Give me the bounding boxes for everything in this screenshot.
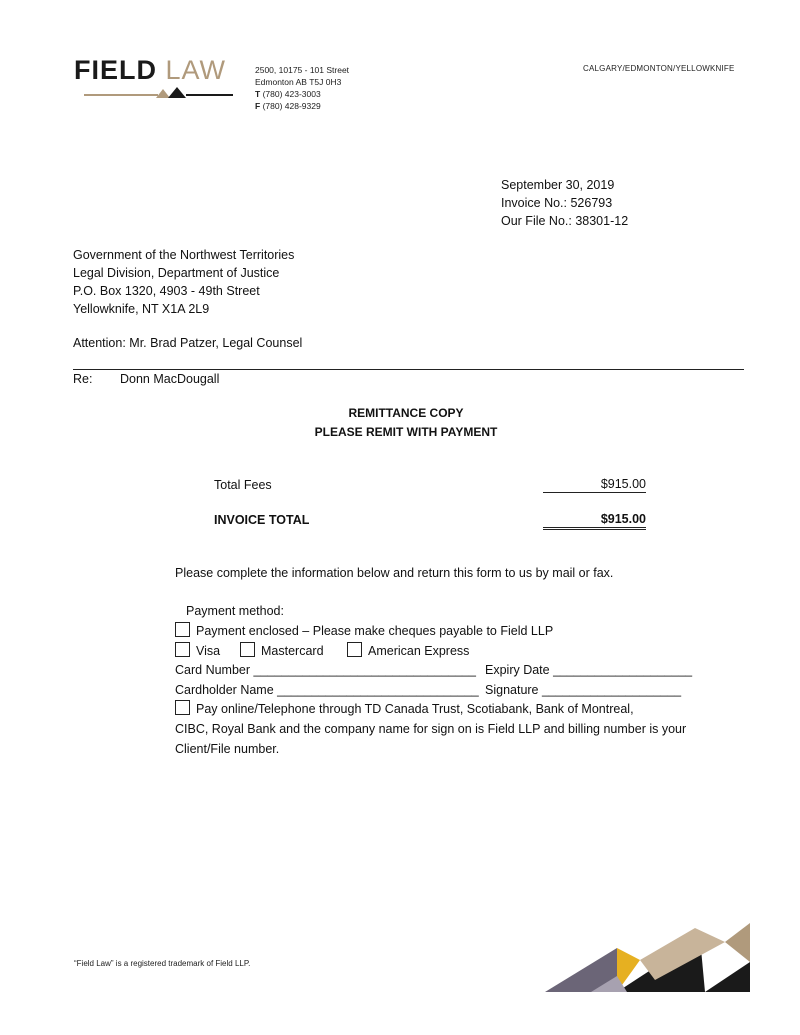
logo-field-text: FIELD xyxy=(74,55,157,85)
amex-checkbox[interactable] xyxy=(347,642,362,657)
visa-checkbox[interactable] xyxy=(175,642,190,657)
fax-number: (780) 428-9329 xyxy=(262,101,321,111)
card-number-field[interactable]: Card Number ________________________________ xyxy=(175,663,476,677)
visa-label: Visa xyxy=(196,644,221,658)
phone-prefix: T xyxy=(255,89,261,99)
logo-gold-rule xyxy=(84,94,158,96)
re-label: Re: xyxy=(73,372,93,386)
logo-mountain-icon xyxy=(156,86,186,104)
mastercard-checkbox[interactable] xyxy=(240,642,255,657)
cardholder-name-field[interactable]: Cardholder Name _____________________________ xyxy=(175,683,479,697)
fax-line xyxy=(255,100,349,112)
fax-prefix: F xyxy=(255,101,261,111)
phone-line xyxy=(255,88,349,100)
remittance-subtitle: PLEASE REMIT WITH PAYMENT xyxy=(314,425,498,439)
office-locations: CALGARY/EDMONTON/YELLOWKNIFE xyxy=(583,64,735,73)
file-number: Our File No.: 38301-12 xyxy=(501,214,629,228)
pay-online-option xyxy=(175,700,634,718)
mastercard-label: Mastercard xyxy=(261,644,324,658)
logo-law-text: LAW xyxy=(165,55,227,85)
payment-enclosed-option xyxy=(175,622,553,640)
pay-online-line-2: CIBC, Royal Bank and the company name for sign on is Field LLP and billing number is your xyxy=(175,722,687,736)
address-line-1: 2500, 10175 - 101 Street xyxy=(255,65,350,75)
decorative-triangles xyxy=(545,920,750,997)
invoice-total-value: $915.00 xyxy=(543,512,646,530)
invoice-number: Invoice No.: 526793 xyxy=(501,196,613,210)
address-line-2: Edmonton AB T5J 0H3 xyxy=(255,77,342,87)
recipient-line-2: Legal Division, Department of Justice xyxy=(73,266,280,280)
amex-label: American Express xyxy=(368,644,470,658)
total-fees-value: $915.00 xyxy=(543,477,646,493)
amex-option xyxy=(347,642,469,660)
re-value: Donn MacDougall xyxy=(120,372,220,386)
pay-online-checkbox[interactable] xyxy=(175,700,190,715)
phone-number: (780) 423-3003 xyxy=(262,89,321,99)
trademark-note: “Field Law” is a registered trademark of Field LLP. xyxy=(74,959,251,968)
logo-dark-rule xyxy=(186,94,233,96)
company-logo xyxy=(74,57,226,84)
remittance-title: REMITTANCE COPY xyxy=(348,406,464,420)
mastercard-option xyxy=(240,642,324,660)
attention-line: Attention: Mr. Brad Patzer, Legal Counsel xyxy=(73,336,303,350)
expiry-date-field[interactable]: Expiry Date ____________________ xyxy=(485,663,693,677)
invoice-meta xyxy=(501,176,628,230)
signature-field[interactable]: Signature ____________________ xyxy=(485,683,682,697)
visa-option xyxy=(175,642,220,660)
pay-online-line-3: Client/File number. xyxy=(175,742,280,756)
recipient-address xyxy=(73,246,294,318)
invoice-total-label: INVOICE TOTAL xyxy=(214,513,310,527)
payment-enclosed-checkbox[interactable] xyxy=(175,622,190,637)
payment-instructions: Please complete the information below and return this form to us by mail or fax. xyxy=(175,566,614,580)
firm-address xyxy=(255,64,349,112)
recipient-line-4: Yellowknife, NT X1A 2L9 xyxy=(73,302,210,316)
total-fees-label: Total Fees xyxy=(214,478,272,492)
recipient-line-1: Government of the Northwest Territories xyxy=(73,248,295,262)
invoice-date: September 30, 2019 xyxy=(501,178,615,192)
pay-online-line-1: Pay online/Telephone through TD Canada Trust, Scotiabank, Bank of Montreal, xyxy=(196,702,634,716)
recipient-line-3: P.O. Box 1320, 4903 - 49th Street xyxy=(73,284,260,298)
payment-enclosed-label: Payment enclosed – Please make cheques payable to Field LLP xyxy=(196,624,554,638)
payment-method-label: Payment method: xyxy=(186,604,284,618)
